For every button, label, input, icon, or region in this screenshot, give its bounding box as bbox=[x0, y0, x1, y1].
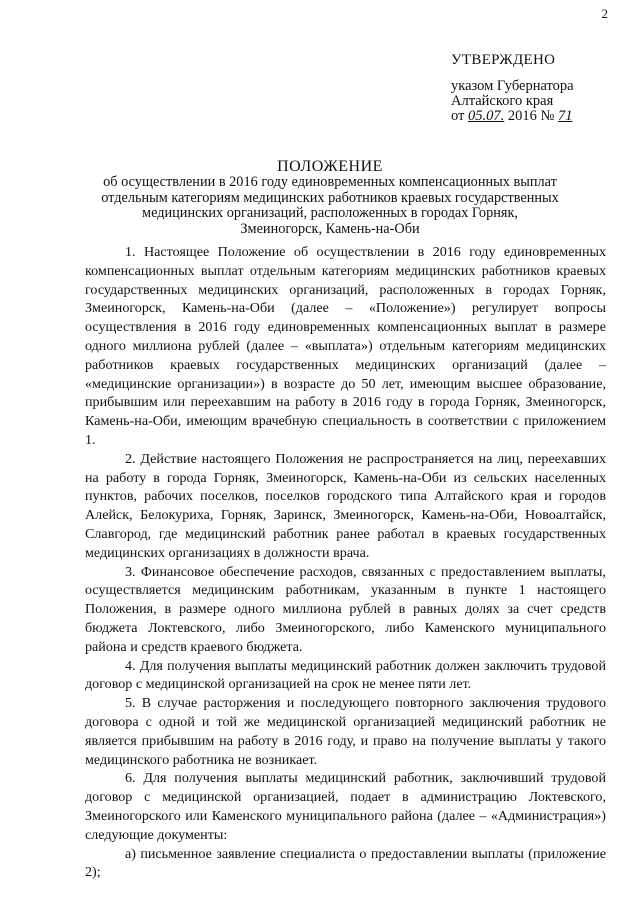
approval-stamp bbox=[451, 52, 631, 124]
title-line-2: отдельным категориям медицинских работников краевых государственных bbox=[101, 189, 559, 206]
paragraph-3: 3. Финансовое обеспечение расходов, связанных с предоставлением выплаты, осуществляется медицинским работникам, указанным в пункте 1 настоящего Положения, в размере одного миллиона рублей в равных долях за счет средств бюджета Локтевского, либо Змеиногорского, либо Каменского муниципального района и средств краевого бюджета. bbox=[85, 563, 606, 655]
paragraph-4: 4. Для получения выплаты медицинский работник должен заключить трудовой договор с медицинской организацией на срок не менее пяти лет. bbox=[85, 657, 606, 693]
approval-year-no: 2016 № bbox=[507, 108, 555, 124]
title-line-4: Змеиногорск, Камень-на-Оби bbox=[240, 220, 420, 237]
page-number: 2 bbox=[601, 6, 608, 21]
approval-date: 05.07. bbox=[468, 108, 505, 124]
paragraph-5: 5. В случае расторжения и последующего повторного заключения трудового договора с одной и той же медицинской организацией медицинский работник не является прибывшим на работу в 2016 году, и право на получение выплаты у такого медицинского работника не возникает. bbox=[85, 695, 606, 768]
paragraph-6a: а) письменное заявление специалиста о предоставлении выплаты (приложение 2); bbox=[85, 845, 606, 881]
approval-line-1: указом Губернатора bbox=[451, 78, 574, 94]
paragraph-6: 6. Для получения выплаты медицинский работник, заключивший трудовой договор с медицинской организацией, подает в администрацию Локтевского, Змеиногорского или Каменского муниципального района (далее – «Администрация») следующие документы: bbox=[85, 770, 606, 843]
title-line-1: об осуществлении в 2016 году единовременных компенсационных выплат bbox=[103, 174, 557, 190]
approval-line-2: Алтайского края bbox=[451, 93, 554, 109]
document-title-block bbox=[60, 158, 600, 237]
paragraph-2: 2. Действие настоящего Положения не распространяется на лиц, переехавших на работу в города Горняк, Змеиногорск, Камень-на-Оби из сельских населенных пунктов, рабочих поселков, поселков городского типа Алтайского края и городов Алейск, Белокуриха, Горняк, Заринск, Змеиногорск, Камень-на-Оби, Новоалтайск, Славгород, где медицинский работник ранее работал в краевых государственных медицинских организациях в должности врача. bbox=[85, 450, 606, 561]
title-line-3: медицинских организаций, расположенных в городах Горняк, bbox=[142, 205, 518, 222]
document-title: ПОЛОЖЕНИЕ bbox=[277, 158, 383, 175]
approval-number: 71 bbox=[558, 108, 573, 124]
approval-heading: УТВЕРЖДЕНО bbox=[451, 52, 556, 68]
date-prefix: от bbox=[451, 108, 465, 124]
document-body bbox=[85, 243, 606, 882]
paragraph-1: 1. Настоящее Положение об осуществлении в 2016 году единовременных компенсационных выплат отдельным категориям медицинских работников краевых государственных медицинских организаций, расположенных в городах Горняк, Змеиногорск, Камень-на-Оби (далее – «Положение») регулирует вопросы осуществления в 2016 году единовременных компенсационных выплат в размере одного миллиона рублей (далее – «выплата») отдельным категориям медицинских работников краевых государственных медицинских организаций (далее – «медицинские организации») в возрасте до 50 лет, имеющим высшее образование, прибывшим или переехавшим на работу в 2016 году в города Горняк, Змеиногорск, Камень-на-Оби, имеющим врачебную специальность в соответствии с приложением 1. bbox=[85, 244, 606, 448]
approval-date-line bbox=[451, 109, 631, 124]
